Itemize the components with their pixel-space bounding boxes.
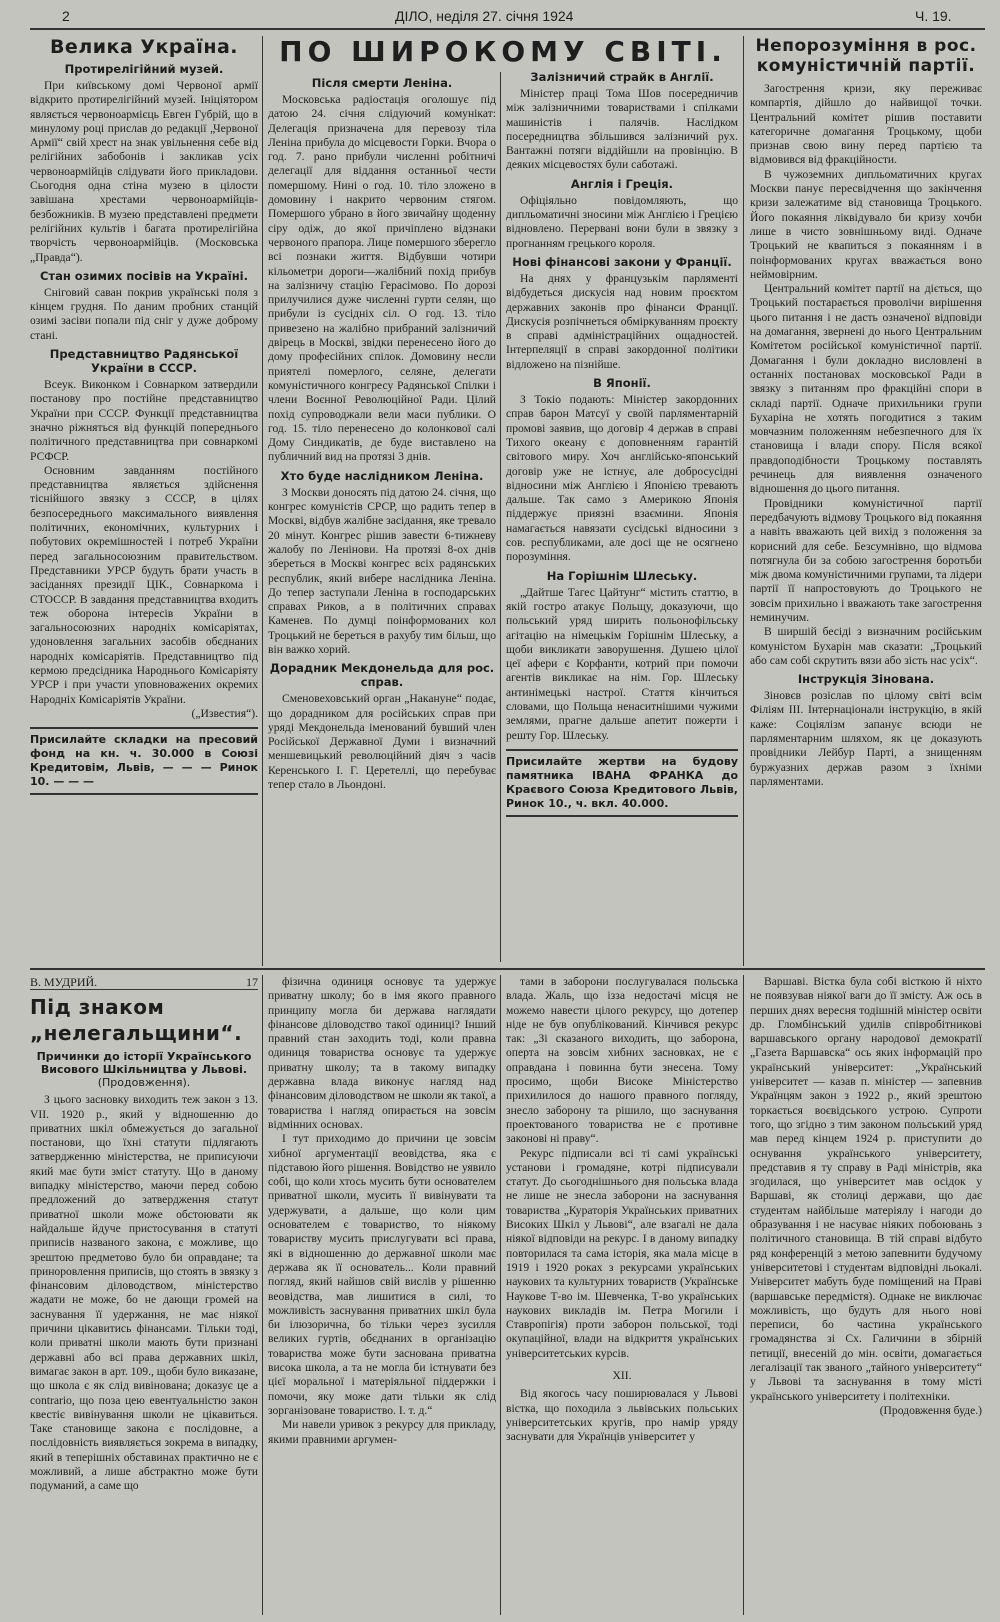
column-party-conflict: [750, 36, 982, 964]
paragraph: Варшаві. Вістка була собі вісткою й ніхто не появзував ніякої ваги до її змісту. Аж ось в перших днях вересня тодішній міністер освіти др. Гломбінський удилів співробітникові варшавського органу народової демократії „Газета Варшавска“ ось яких інформацій про український університет: „Український університет — казав п. міністер — запевнив Українцям закон з 1922 р., який зрештою торкається воєвідського устрою. Супроти того, що згідно з тим законом польський уряд мав перед кінцем 1924 р. приступити до оснування українського університету, представив я ту справу в Раді міністрів, яка згодилася, що університет мав осідок у Варшаві, як столиці держави, що дає студентам найбільше матеріялу і нагоди до образування і не насуває ніяких побоювань з політичного становища. В тій справі відбуто ряд конференцій з метою запевнити будучому університетові і студентам відповідні льокалі. Університет мабуть буде поміщений на Праві (варшавське передмістя). Однаке не виключає можливість, що будуть для нього нові переписи, бо частина українського громадянства зі Сх. Галичини в збірній петиції, внесеній до мін. освіти, домагається легалізації так званого „тайного університету“ у Львові та заснування в тому місті українського університету і політехніки.: [750, 975, 982, 1403]
paragraph: Провідники комуністичної партії передбачують відмову Троцького від покаяння а навіть вважають цей вихід з положення за корисний для себе. Безсумнівно, що відмова потягнула би за собою загострення боротьби між двома комуністичними групами, та лідери партії її напростовують до Троцького не зовсім прихильно і вважають таке загострення неминучим.: [750, 496, 982, 624]
column-divider: [500, 72, 501, 962]
paragraph: Центральний комітет партії на діється, що Троцький постарається проволічи вирішення цього питання і не дасть означеної відповіди на домагання, звернені до нього Центральним Комітетом російської комуністичної партії. Домагання і були докладно висловлені в останніх постановах московської Ради в звязку з питанням про фракційні спори в складі партії. Одначе прихильники групи Бухаріна не хотять погодитися з таким мовчазним положенням небезпечного для їх становища і влади спору. Після всякої правдоподібности Троцькому поставлять речинець для виявлення означеного відношення до цього питання.: [750, 282, 982, 496]
article-heading: Англія і Греція.: [570, 176, 674, 191]
continued-note: (Продовження).: [97, 1076, 191, 1090]
paragraph: фізична одиниця основує та удержує приватну школу; бо в імя якого правного принципу могла би держава наглядати фінансове діловодство такої одиниці? Інший правний стан заходить тоді, коли правна одиниця товариства основує та удержує приватну школу; та в такому випадку державна влада виконує нагляд над фінансовим діловодством не школи як такої, а товариства і нагляд опирається на зовсім відмінних основах.: [268, 975, 496, 1131]
article-heading: Нові фінансові закони у Франції.: [512, 254, 732, 269]
article-heading: Після смерти Леніна.: [311, 76, 453, 90]
world-right-column: [506, 66, 738, 964]
column-divider: [262, 36, 263, 966]
article-heading: Протирелігійний музей.: [64, 62, 224, 76]
paragraph: При київському домі Червоної армії відкрито протирелігійний музей. Ініціятором являється червоноармієць Евген Губрій, що в минулому році прислав до редакції „Червоної Армії“ свій хрест на знак увільнення себе від релігійних забобонів і закликав усіх червоноармійців слідувати його прикладови. Сьогодня одна стіна музею в цілости завішана хрестами червоноармійців-безбожників. В музею представлені предмети релігійних культів і багата протирелігійна творчість червоноармійців. (Московська „Правда“).: [30, 79, 258, 264]
article-heading: В Японії.: [593, 376, 651, 391]
to-be-continued: (Продовження буде.): [879, 1403, 982, 1417]
paragraph: Сніговий саван покрив українські поля з кінцем грудня. По даним пробних станцій озимі засіви попали під сніг у дуже доброму стані.: [30, 285, 258, 342]
feuilleton-col-2: [268, 975, 496, 1615]
author: В. МУДРИЙ.: [30, 975, 98, 989]
paragraph: Московська радіостація оголошує під датою 24. січня слідуючий комунікат: Делегація призначена для перевозу тіла Леніна прибула до місцевости Горки. Вчора о год. 7. рано прибули численні робітничі делегації для віддання останньої чести помершому. Нині о год. 10. тіло зложено в домовину і накрито червоним стягом. Помершого убрано в його звичайну щоденну сіру одіж, до якої причіплено відзнаки червоного прапора. Лице помершого зберегло всі познаки життя. Відбувши чотири кільометри дороги—жалібний похід прибув на залізничу стацію Герасімово. По дорозі прилучилися дуже численні гурти селян, що прибули із сусідніх сіл. О год. 13. тіло привезено на жалібно прибраний залізничий двірець в Москві, звідки перенесено його до дому професійних спілок. Домовину несли приятелі померлого, селяне, делегати комуністичного конгресу Радянської Спілки і члени Воєнної Революційної Ради. Цілий похід супроводжали вели маси публики. О год. 15. тіло перенесено до колонкової салі Дому Синдикатів, де буде виставлено на публичний вид на протязі 3 днів.: [268, 93, 496, 464]
feuilleton-title: Під знаком „нелегальщини“.: [30, 995, 243, 1046]
article-heading: Залізничий страйк в Англії.: [530, 70, 714, 84]
paragraph: На днях у французькім парляменті відбудеться дискусія над новим проєктом державних законів про фінанси Франції. Дискусія розпічнеться обміркуванням проєкту в справі адміністраційних ощадностей. Інтерпеляції в справі закордонної політики відложено на пізнійше.: [506, 271, 738, 371]
issue-number: Ч. 19.: [915, 8, 952, 24]
page-number: 2: [62, 8, 70, 24]
feuilleton-col-3: [506, 975, 738, 1615]
column-divider: [500, 975, 501, 1615]
installment-number: 17: [246, 975, 258, 989]
paragraph: З Москви доносять під датою 24. січня, що конгрес комуністів СРСР, що радить тепер в Москві, відбув жалібне засідання, яке тревало 20 мінут. Конгрес рішив завести 6-тижневу жалобу по Ленінови. На протязі 8-ох днів збереться в Москві конгрес всіх радянських республик, який вибере наслідника Леніна. До тепер заступали Леніна в господарських справах Риков, а в політичних справах Каменев. По думці поінформованих кол Троцький не береться в рахубу тим більш, що він важко хорий.: [268, 485, 496, 656]
page-header: [0, 0, 1000, 40]
paragraph: В ширшій бесіді з визначним російським комуністом Бухарін мав сказати: „Троцький або сам собі скрутить вязи або зість нас усіх“.: [750, 625, 982, 667]
paragraph: В чужоземних дипльоматичних кругах Москви панує пересвідчення що закінчення кризи залежатиме від становища Троцького. Його покаяння ліквідувало би кризу хочби лише в чисто зовнішньому виді. Одначе Троцький не квапиться з покаянням і в поінформованих кругах вважається воно неймовірним.: [750, 167, 982, 281]
section-rule: [30, 968, 985, 970]
article-heading: Хто буде наслідником Леніна.: [280, 468, 484, 483]
world-left-column: [268, 72, 496, 964]
section-title: Велика Україна.: [49, 36, 239, 58]
section-title: ПО ШИРОКОМУ СВІТІ.: [279, 36, 727, 68]
article-heading: Представництво Радянської України в СССР.: [49, 347, 239, 376]
source-credit: („Известия“).: [191, 706, 258, 720]
paragraph: Основним завданням постійного представництва являється здійснення тіснійшого звязку з СССР, в цілях безпосереднього максимального виявлення політичних, економічних, культурних і побутових окремішностей і потреб України перед загальносоюзним правительством. Представники УРСР будуть брати участь в засіданнях президії ЦІК., Совнаркома і СТОССР. В завдання представництва входить теж оборона інтересів України в загальносоюзних народніх комісаріятах, удоновлення загальних засобів обєднаних народніх комісаріятів. Представництво під кермою предсідника Народнього Комісаріяту УРСР і при участи уповноважених окремих Народніх Комісаріятів України.: [30, 463, 258, 706]
feuilleton-col-1: [30, 975, 258, 1615]
paragraph: Від якогось часу поширювалася у Львові вістка, що походила з львівських польських університетських кругів, про намір уряду заснувати для Українців університет у: [506, 1387, 738, 1444]
press-fund-appeal: Присилайте складки на пресовий фонд на кн. ч. 30.000 в Союзі Кредитовім, Львів, — — — Ринок 10. — — —: [30, 727, 258, 795]
column-divider: [743, 36, 744, 966]
paragraph: І тут приходимо до причини це зовсім хибної аргументації веовідства, яка є підставою його рішення. Вовідство не уявило собі, що коли хтось мусить бути основателем приватної школи, мусить її вивінувати та удержувати, а дальше, що коли цим основателем є товариство, то ніякому товариству мусить прислугувати всі права, які в відношенню до державної школи має держава як її основатель... Коли правний погляд, який найшов свій вислів у рішенню веовідства, мав лишитися в силі, то можливість заснування приватних шкіл була би ілюзорична, бо тільки через зусилля великих гуртів, обєднаних в організацію товариства може бути заснована приватна висока школа, а та не могла би істнувати без цієї моральної і матеріяльної піддержки і помочи, яку може дати тільки як слід зорганізоване товариство. І. т. д.“: [268, 1132, 496, 1417]
article-heading: Дорадник Мекдонельда для рос. справ.: [269, 661, 495, 690]
article-heading: Інструкція Зінована.: [797, 672, 935, 687]
paragraph: Зіновєв розіслав по цілому світі всім Філіям III. Інтернаціонали інструкцію, в якій каже: Соціялізм запанує всюди не парляментарним шляхом, як це доказують провідники Лейбур Парті, а знищенням буржуазних держав разом з їхніми парляментами.: [750, 689, 982, 788]
paragraph: Всеук. Виконком і Совнарком затвердили постанову про постійне представництво України при СССР. Функції представництва значно ріжняться від функцій попереднього політичного представництва при совнаркомі РСФСР.: [30, 378, 258, 463]
column-divider: [743, 975, 744, 1615]
paragraph: Офіціяльно повідомляють, що дипльоматичні зносини між Англією і Грецією відновлено. Перервані вони були в звязку з прогнанням грецького короля.: [506, 193, 738, 250]
chapter-number: XII.: [612, 1369, 632, 1383]
paragraph: Рекурс підписали всі ті самі українські установи і громадяне, котрі підписували статут. До сьогоднішнього дня польська влада не лише не знесла заборони на заснування товариства „Кураторія Українських приватних Високих Шкіл у Львові“, але взагалі не дала ніякої відповіди на рекурс. І в даному випадку повторилася та сама історія, яка мала місце в 1919 і 1920 роках з рекурсами українських наукових та культурних товариств (Українське Наукове Т-во ім. Шевченка, Т-во українських наукових викладів ім. Петра Могили і Ставропігія) проти заборон польської, тоді окупаційної, влади на відкриття українських університетських курсів.: [506, 1146, 738, 1360]
article-heading: На Горішнім Шлеську.: [546, 568, 698, 583]
paragraph: тами в заборони послугувалася польська влада. Жаль, що ізза недостачі місця не можемо навести цілого рекурсу, що дотепер ніде не був опублікований. Кінчився рекурс так: „Зі сказаного виходить, що заборона, оперта на зовсім хибних засновках, не є оправдана і повинна бути знесена. Тому просимо, щоби Високе Міністерство прихилилося до нашого правного погляду, знесло заборону та рішило, що заснування проектованого товариства не є противне законові ні праву“.: [506, 975, 738, 1146]
masthead-date: ДІЛО, неділя 27. січня 1924: [395, 8, 574, 24]
paragraph: З Токіо подають: Міністер закордонних справ барон Матсуї у своїй парляментарній промові заявив, що договір 4 держав в справі Тихого океану є доповненням гарантій світового миру. Хоч англійсько-японський договір уже не істнує, але добросусідні відносини між Англією і Японією тревають дальше. Так само з Америкою Японія піддержує приязні взаємини. Японія намагається навязати сусідські відносини з сов. республиками, але досі ще не осягнено порозуміння.: [506, 393, 738, 564]
feuilleton-subtitle: Причинки до історії Українського Висового Шкільництва у Львові.: [36, 1050, 252, 1077]
paragraph: Сменовеховський орган „Накануне“ подає, що дорадником для російських справ при уряді Мекдонельда іменований бувший член Російської Державної Думи і визначний меншевицький революційний діяч з часів Керенського І. Г. Церетеллі, що перебуває тепер стало в Льондоні.: [268, 692, 496, 792]
feuilleton-col-4: [750, 975, 982, 1615]
column-divider: [262, 975, 263, 1615]
paragraph: Загострення кризи, яку переживає компартія, дійшло до найвищої точки. Центральний комітет рішив поставити категоричне домагання Троцькому, щоби признав свою вину перед партією та відмовився від фракційности.: [750, 82, 982, 167]
paragraph: З цього засновку виходить теж закон з 13. VII. 1920 р., який у відношенню до приватних шкіл обмежується до загальної постанови, що їхні статути підлягають затвердженню міністерства, не приписуючи який має бути зміст статуту. Що в даному випадку міністерство, маючи перед собою предложений до затвердження статут приватної школи може обстоювати як найдальше йдуче пристосування в статуті приписів названого закона, є можливе, що зрештою предметово було би оправдане; та приноровлення приписів, що стоять в звязку з фінансовим діловодством, міністерство жадати не може, бо не дающи громей на заснування її удержання, не має ніякої причини цікавитись фінансами. Тільки тоді, коли приватні школи мають бути признані державні або всі права державних шкіл, вимагає закон в арт. 109., щоби було виказане, що школа є як слід вивінована; доказує це а contrario, що поза цею евентуальністю закон квестіє вивінування школи не цікавиться. Таке становище закона є послідовне, а послідовність виявляється зокрема в випадку, який в теперішніх обставинах практично не є можливий, а лише абстрактно може бути подуманий, а саме що: [30, 1093, 258, 1493]
paragraph: Ми навели уривок з рекурсу для прикладу, якими правними аргумен-: [268, 1418, 496, 1446]
paragraph: „Дайтше Тагес Цайтунг“ містить статтю, в якій гостро атакує Польщу, доказуючи, що польський уряд ширить польонофільську агітацію на німецькім Горішнім Шлеську, а щоби викликати заворушення. Душею цілої цеї афери є Корфанти, котрий при помочи агентів викликає на нім. Гор. Шлеську антинімецькі настрої. Стаття кінчиться словами, що Польща ненаситнішими чужими землями, прагне дальше апетит пожерти і решту Гор. Шлеську.: [506, 585, 738, 742]
header-rule: [30, 28, 985, 30]
column-velyka-ukraina: [30, 36, 258, 964]
franko-monument-appeal: Присилайте жертви на будову памятника ІВАНА ФРАНКА до Краєвого Союза Кредитового Львів, Ринок 10., ч. вкл. 40.000.: [506, 749, 738, 817]
article-title: Непорозуміння в рос. комуністичній партії.: [755, 36, 977, 76]
paragraph: Міністер праці Тома Шов посередничив між залізничними товариствами і спілками машиністів і палячів. Наслідком посередництва збільшився залізничий рух. Вантажні потяги віддійшли на провінцію. В деяких місцевостях були саботажі.: [506, 87, 738, 172]
article-heading: Стан озимих посівів на Україні.: [39, 268, 248, 283]
